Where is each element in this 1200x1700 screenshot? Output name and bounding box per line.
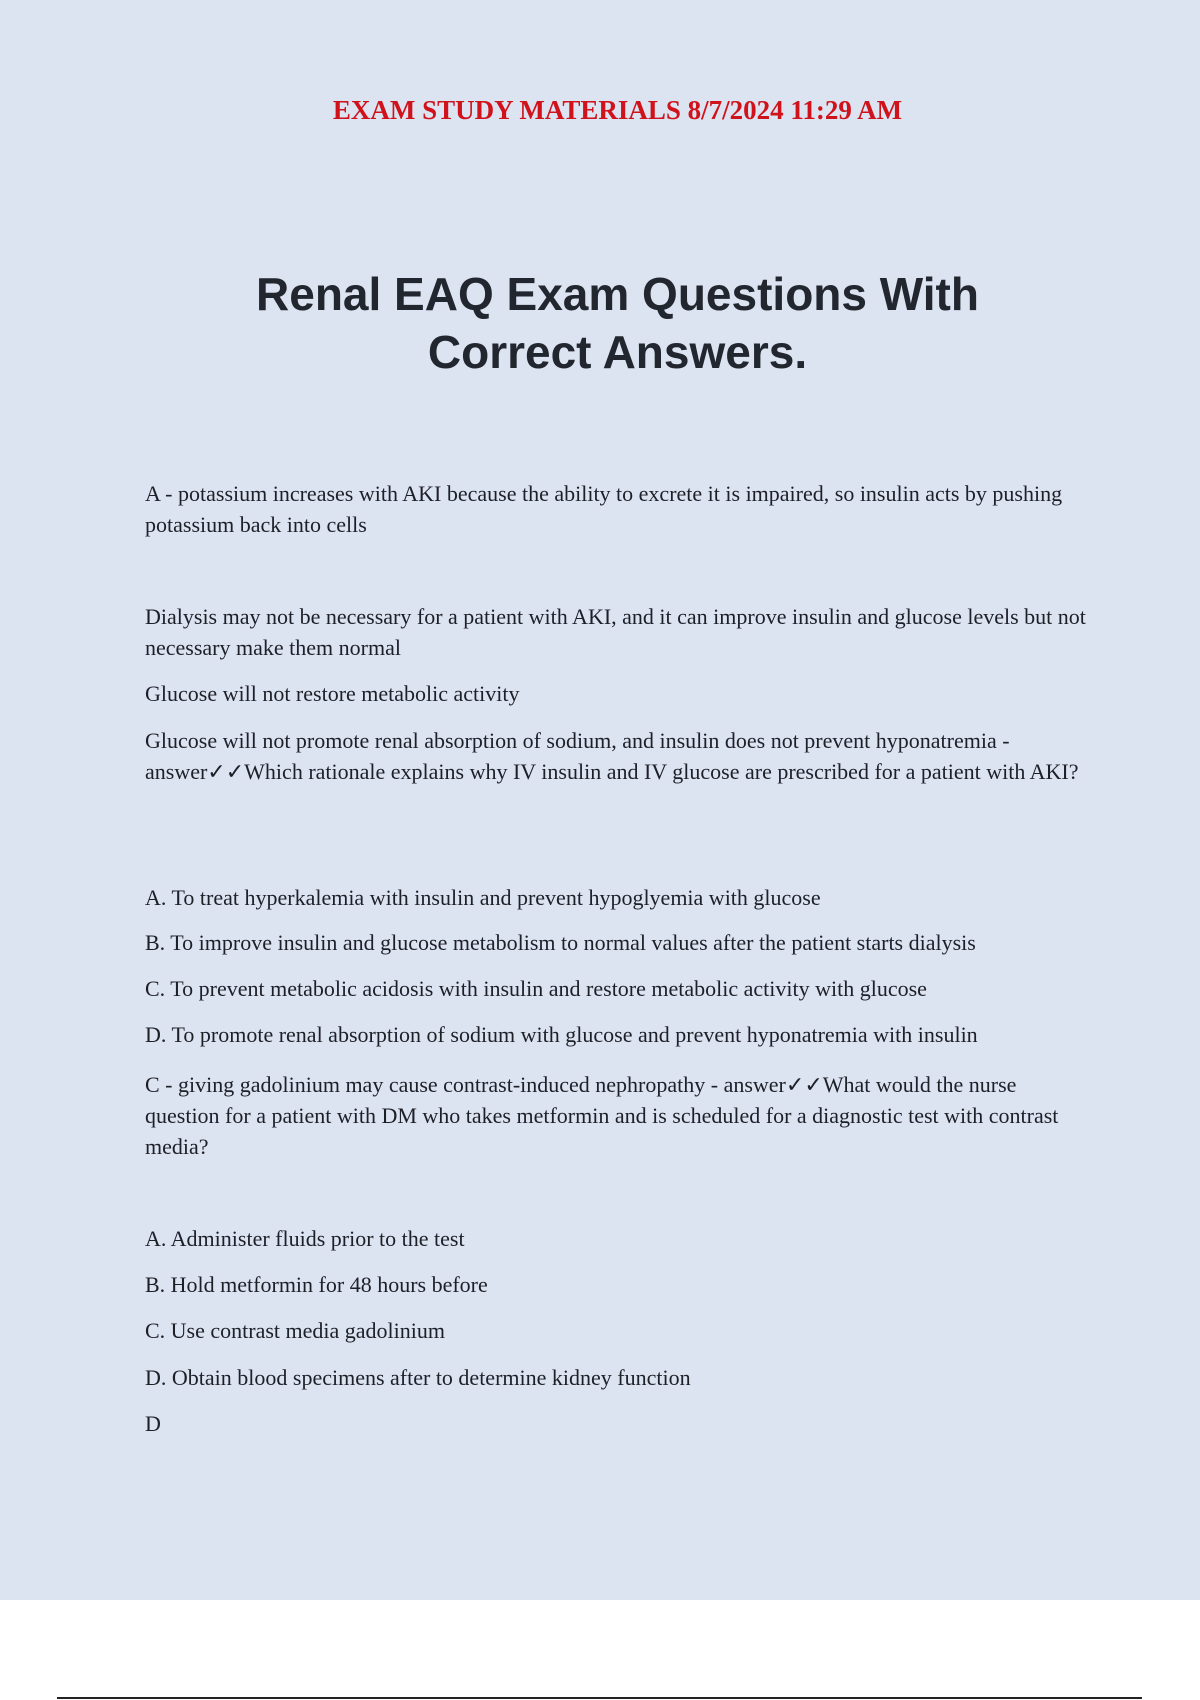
- question-2-option-c: C. Use contrast media gadolinium: [145, 1318, 445, 1343]
- title-line-1: Renal EAQ Exam Questions With: [256, 268, 979, 320]
- question-1-option-d: D. To promote renal absorption of sodium with glucose and prevent hyponatremia with insulin: [145, 1022, 978, 1047]
- question-2-paragraph: C - giving gadolinium may cause contrast-induced nephropathy - answer✓✓What would the nurse question for a patient with DM who takes metformin and is scheduled for a diagnostic test with contrast media?: [145, 1072, 1059, 1159]
- question-1-paragraph: Glucose will not promote renal absorption of sodium, and insulin does not prevent hyponatremia - answer✓✓Which rationale explains why IV insulin and IV glucose are prescribed for a patient with AKI?: [145, 728, 1079, 784]
- rationale-paragraph-2: Dialysis may not be necessary for a patient with AKI, and it can improve insulin and glucose levels but not necessary make them normal: [145, 604, 1086, 660]
- rationale-paragraph-3: Glucose will not restore metabolic activity: [145, 681, 520, 706]
- answer-letter: D: [145, 1411, 161, 1436]
- title-line-2: Correct Answers.: [427, 326, 808, 378]
- page-divider: [57, 1697, 1142, 1699]
- document-title: [0, 265, 1200, 381]
- question-2-option-d: D. Obtain blood specimens after to determine kidney function: [145, 1365, 691, 1390]
- question-2-option-b: B. Hold metformin for 48 hours before: [145, 1272, 488, 1297]
- question-1-option-a: A. To treat hyperkalemia with insulin and prevent hypoglyemia with glucose: [145, 885, 821, 910]
- rationale-paragraph-1: A - potassium increases with AKI because the ability to excrete it is impaired, so insulin acts by pushing potassium back into cells: [145, 481, 1063, 537]
- question-1-option-b: B. To improve insulin and glucose metabolism to normal values after the patient starts dialysis: [145, 930, 976, 955]
- header-stamp: EXAM STUDY MATERIALS 8/7/2024 11:29 AM: [332, 95, 903, 125]
- question-1-option-c: C. To prevent metabolic acidosis with insulin and restore metabolic activity with glucose: [145, 976, 927, 1001]
- question-2-option-a: A. Administer fluids prior to the test: [145, 1226, 465, 1251]
